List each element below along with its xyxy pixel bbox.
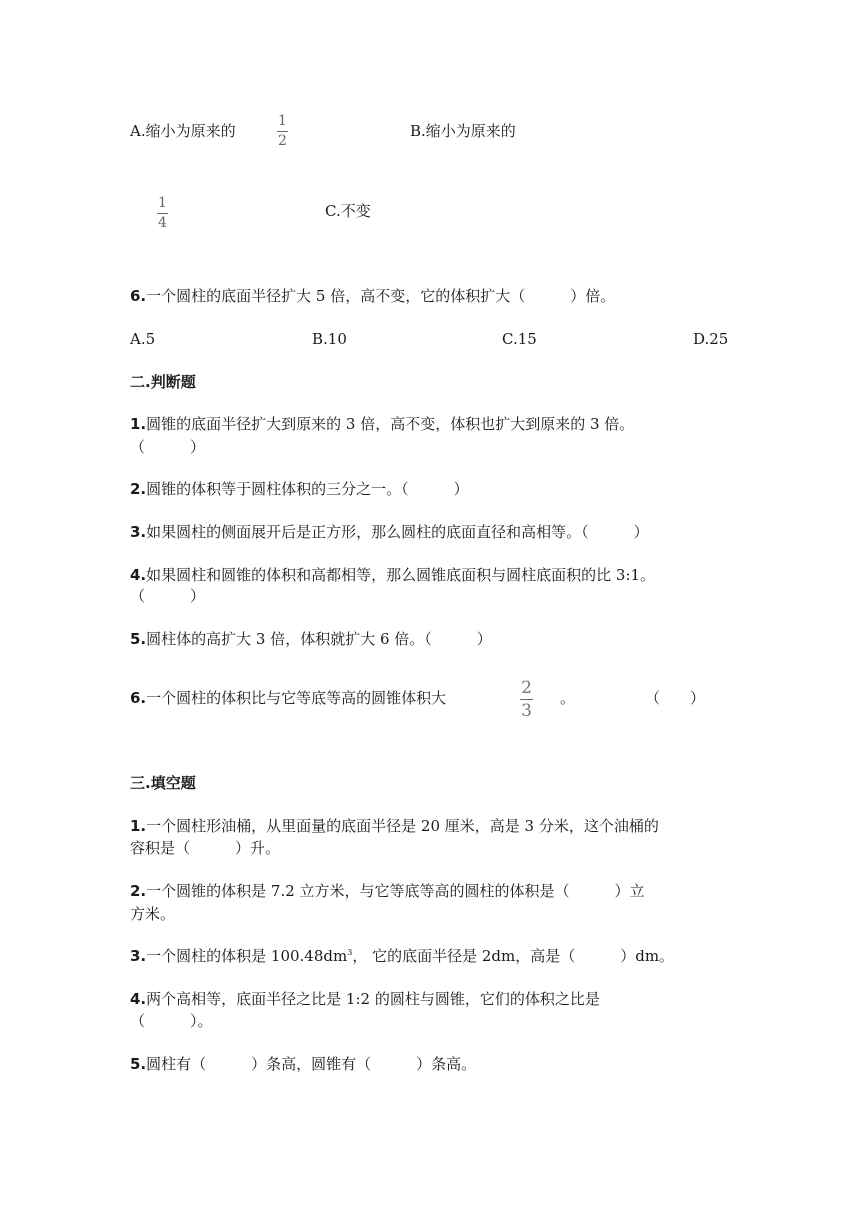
- judge-item-1: [130, 414, 634, 434]
- fill-item-1: [130, 816, 659, 836]
- item-text: 如果圆柱和圆锥的体积和高都相等，那么圆锥底面积与圆柱底面积的比 3:1。: [146, 566, 656, 584]
- fraction-bar: [520, 699, 533, 700]
- fraction-numerator: 2: [521, 678, 532, 698]
- section-title-fill-blank: 三.填空题: [130, 774, 196, 792]
- superscript: 3: [347, 948, 353, 957]
- fill-item-3: [130, 946, 674, 966]
- question-6: [130, 286, 615, 306]
- item-text: 圆锥的体积等于圆柱体积的三分之一。（ ）: [146, 480, 469, 498]
- item-text: 两个高相等，底面半径之比是 1:2 的圆柱与圆锥，它们的体积之比是: [146, 990, 600, 1008]
- judge-item-4-answer: （ ）: [130, 587, 206, 605]
- item-text: 圆柱体的高扩大 3 倍，体积就扩大 6 倍。（ ）: [146, 630, 492, 648]
- item-text: 一个圆柱形油桶，从里面量的底面半径是 20 厘米，高是 3 分米，这个油桶的: [146, 817, 659, 835]
- option-a-text: A.缩小为原来的: [130, 122, 236, 140]
- item-number: 3.: [130, 523, 147, 541]
- item-number: 5.: [130, 1055, 147, 1073]
- judge-item-6-tail: 。: [560, 689, 576, 707]
- q6-option-c: C.15: [502, 330, 537, 348]
- item-text: 圆锥的底面半径扩大到原来的 3 倍，高不变，体积也扩大到原来的 3 倍。: [146, 415, 635, 433]
- fill-item-1-line2: 容积是（ ）升。: [130, 839, 281, 857]
- fraction-numerator: 1: [158, 195, 167, 211]
- fraction-bar: [277, 131, 288, 132]
- q6-option-d: D.25: [693, 330, 729, 348]
- option-c-text: C.不变: [325, 202, 371, 220]
- section-title-judgement: 二.判断题: [130, 373, 196, 391]
- q6-option-a: A.5: [130, 330, 156, 348]
- item-number: 2.: [130, 882, 147, 900]
- item-number: 4.: [130, 566, 147, 584]
- fill-item-2: [130, 881, 645, 901]
- item-text-cont: ， 它的底面半径是 2dm，高是（ ）dm。: [352, 947, 675, 965]
- judge-item-2: [130, 479, 469, 499]
- judge-item-4: [130, 565, 655, 585]
- option-b-text: B.缩小为原来的: [410, 122, 516, 140]
- item-number: 6.: [130, 689, 147, 707]
- item-number: 3.: [130, 947, 147, 965]
- item-text: 圆柱有（ ）条高，圆锥有（ ）条高。: [146, 1055, 477, 1073]
- fill-item-4-line2: （ ）。: [130, 1012, 213, 1030]
- fraction-numerator: 1: [278, 113, 287, 129]
- judge-item-3: [130, 522, 649, 542]
- option-a-fraction: [277, 114, 288, 149]
- fraction-bar: [157, 213, 168, 214]
- fraction-denominator: 3: [521, 701, 532, 721]
- question-text: 一个圆柱的底面半径扩大 5 倍，高不变，它的体积扩大（ ）倍。: [146, 287, 616, 305]
- option-b-fraction: [157, 196, 168, 231]
- item-number: 1.: [130, 415, 147, 433]
- item-text: 如果圆柱的侧面展开后是正方形，那么圆柱的底面直径和高相等。（ ）: [146, 523, 649, 541]
- judge-item-5: [130, 629, 492, 649]
- fraction-denominator: 2: [278, 133, 287, 149]
- item-text: 一个圆柱的体积比与它等底等高的圆锥体积大: [146, 689, 447, 707]
- q6-option-b: B.10: [312, 330, 347, 348]
- item-number: 4.: [130, 990, 147, 1008]
- item-number: 5.: [130, 630, 147, 648]
- fill-item-4: [130, 989, 600, 1009]
- judge-item-1-answer: （ ）: [130, 438, 206, 456]
- judge-item-6-fraction: [520, 679, 533, 720]
- fraction-denominator: 4: [158, 215, 167, 231]
- judge-item-6-answer: （ ）: [645, 689, 706, 707]
- question-number: 6.: [130, 287, 147, 305]
- item-number: 1.: [130, 817, 147, 835]
- fill-item-2-line2: 方米。: [130, 905, 176, 923]
- fill-item-5: [130, 1054, 476, 1074]
- item-number: 2.: [130, 480, 147, 498]
- item-text: 一个圆柱的体积是 100.48dm: [146, 947, 348, 965]
- item-text: 一个圆锥的体积是 7.2 立方米，与它等底等高的圆柱的体积是（ ）立: [146, 882, 645, 900]
- judge-item-6: [130, 688, 446, 708]
